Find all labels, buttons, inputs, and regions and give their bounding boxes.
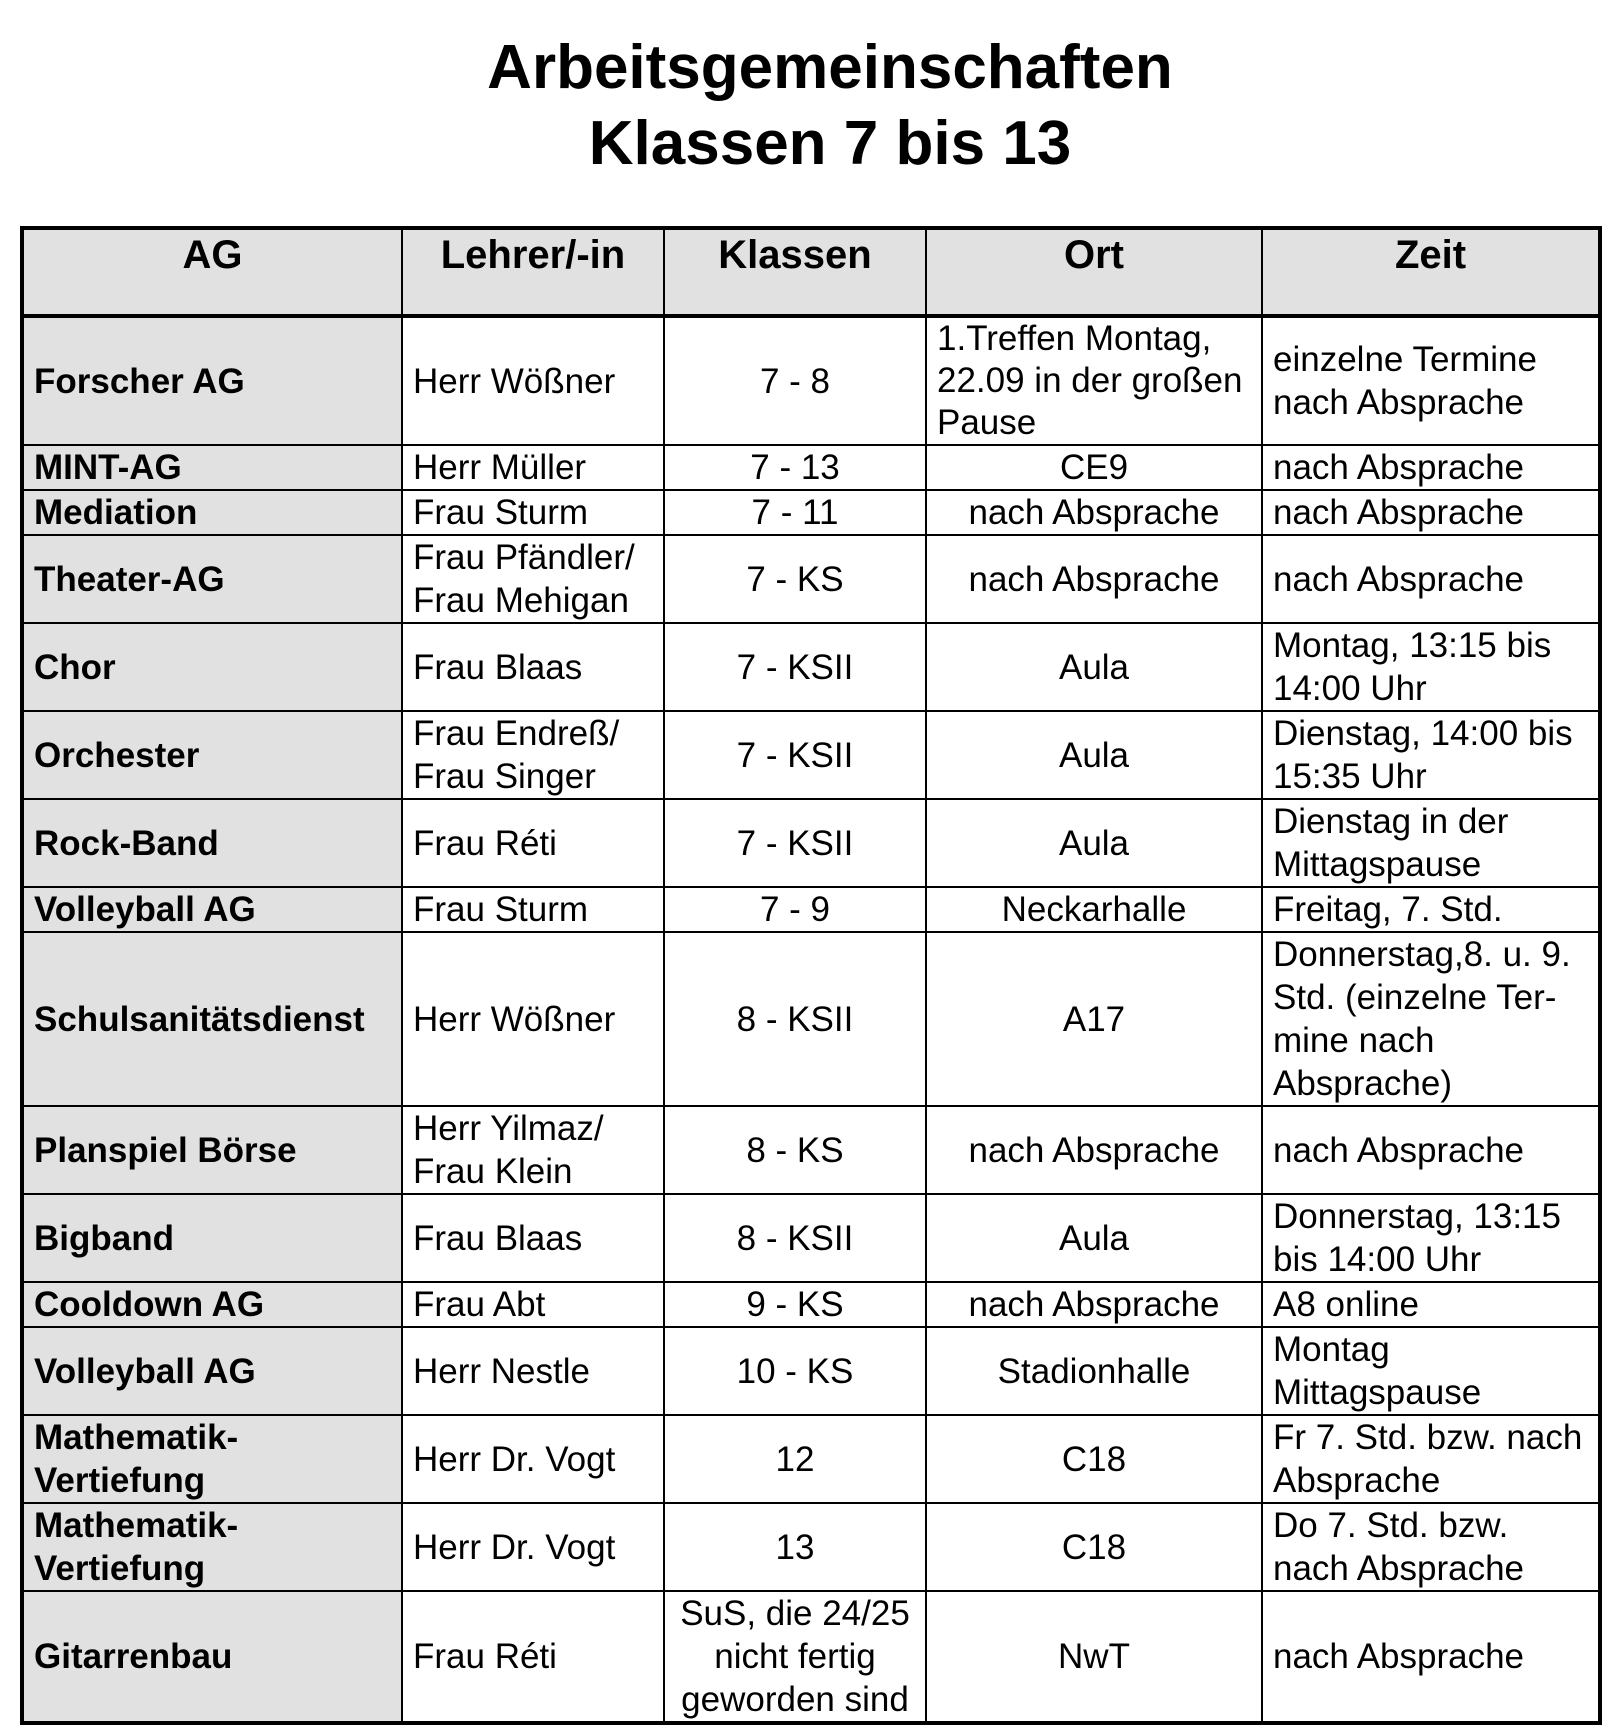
page-title bbox=[0, 30, 1622, 182]
ag-name-cell: Schulsanitätsdienst bbox=[22, 932, 402, 1106]
ag-name-cell: Bigband bbox=[22, 1194, 402, 1282]
zeit-cell: nach Absprache bbox=[1262, 1106, 1600, 1194]
ag-name-cell: Planspiel Börse bbox=[22, 1106, 402, 1194]
ag-name-cell: Mathematik-Vertiefung bbox=[22, 1415, 402, 1503]
ag-name-cell: Chor bbox=[22, 623, 402, 711]
header-row bbox=[22, 228, 1600, 316]
klassen-cell: 13 bbox=[664, 1503, 926, 1591]
ort-cell: A17 bbox=[926, 932, 1262, 1106]
klassen-cell: 7 - KSII bbox=[664, 711, 926, 799]
header-teacher: Lehrer/-in bbox=[402, 228, 664, 316]
header-ag: AG bbox=[22, 228, 402, 316]
table-row bbox=[22, 1415, 1600, 1503]
klassen-cell: 9 - KS bbox=[664, 1282, 926, 1327]
ag-name-cell: Mathematik-Vertiefung bbox=[22, 1503, 402, 1591]
zeit-cell: Donnerstag, 13:15 bis 14:00 Uhr bbox=[1262, 1194, 1600, 1282]
ort-cell: NwT bbox=[926, 1591, 1262, 1723]
table-row bbox=[22, 1106, 1600, 1194]
table-row bbox=[22, 1194, 1600, 1282]
teacher-cell: Herr Yilmaz/ Frau Klein bbox=[402, 1106, 664, 1194]
ag-name-cell: Mediation bbox=[22, 490, 402, 535]
ort-cell: Stadionhalle bbox=[926, 1327, 1262, 1415]
table-row bbox=[22, 887, 1600, 932]
ort-cell: C18 bbox=[926, 1415, 1262, 1503]
zeit-cell: einzelne Termine nach Absprache bbox=[1262, 316, 1600, 445]
ag-name-cell: Forscher AG bbox=[22, 316, 402, 445]
klassen-cell: 12 bbox=[664, 1415, 926, 1503]
teacher-cell: Frau Réti bbox=[402, 1591, 664, 1723]
zeit-cell: Montag Mittagspause bbox=[1262, 1327, 1600, 1415]
ag-name-cell: Orchester bbox=[22, 711, 402, 799]
teacher-cell: Frau Pfändler/ Frau Mehigan bbox=[402, 535, 664, 623]
teacher-cell: Herr Wößner bbox=[402, 932, 664, 1106]
teacher-cell: Herr Dr. Vogt bbox=[402, 1415, 664, 1503]
table-row bbox=[22, 445, 1600, 490]
teacher-cell: Herr Dr. Vogt bbox=[402, 1503, 664, 1591]
zeit-cell: Montag, 13:15 bis 14:00 Uhr bbox=[1262, 623, 1600, 711]
zeit-cell: Donnerstag,8. u. 9. Std. (einzelne Ter-mine nach Absprache) bbox=[1262, 932, 1600, 1106]
ort-cell: Neckarhalle bbox=[926, 887, 1262, 932]
zeit-cell: nach Absprache bbox=[1262, 445, 1600, 490]
klassen-cell: 8 - KSII bbox=[664, 1194, 926, 1282]
header-zeit: Zeit bbox=[1262, 228, 1600, 316]
title-line-1: Arbeitsgemeinschaften bbox=[487, 33, 1173, 102]
ag-name-cell: Volleyball AG bbox=[22, 887, 402, 932]
ort-cell: Aula bbox=[926, 711, 1262, 799]
teacher-cell: Frau Blaas bbox=[402, 623, 664, 711]
ag-name-cell: Gitarrenbau bbox=[22, 1591, 402, 1723]
klassen-cell: SuS, die 24/25 nicht fertig geworden sind bbox=[664, 1591, 926, 1723]
ort-cell: nach Absprache bbox=[926, 490, 1262, 535]
klassen-cell: 7 - 11 bbox=[664, 490, 926, 535]
title-line-2: Klassen 7 bis 13 bbox=[588, 109, 1072, 178]
ort-cell: Aula bbox=[926, 799, 1262, 887]
klassen-cell: 8 - KS bbox=[664, 1106, 926, 1194]
zeit-cell: Freitag, 7. Std. bbox=[1262, 887, 1600, 932]
header-klassen: Klassen bbox=[664, 228, 926, 316]
ort-cell: C18 bbox=[926, 1503, 1262, 1591]
teacher-cell: Frau Abt bbox=[402, 1282, 664, 1327]
teacher-cell: Herr Wößner bbox=[402, 316, 664, 445]
zeit-cell: nach Absprache bbox=[1262, 535, 1600, 623]
table-row bbox=[22, 1591, 1600, 1723]
ort-cell: nach Absprache bbox=[926, 1106, 1262, 1194]
klassen-cell: 8 - KSII bbox=[664, 932, 926, 1106]
teacher-cell: Frau Endreß/ Frau Singer bbox=[402, 711, 664, 799]
teacher-cell: Frau Blaas bbox=[402, 1194, 664, 1282]
ag-name-cell: Rock-Band bbox=[22, 799, 402, 887]
zeit-cell: nach Absprache bbox=[1262, 490, 1600, 535]
ort-cell: Aula bbox=[926, 1194, 1262, 1282]
zeit-cell: Fr 7. Std. bzw. nach Absprache bbox=[1262, 1415, 1600, 1503]
ag-name-cell: Theater-AG bbox=[22, 535, 402, 623]
teacher-cell: Frau Sturm bbox=[402, 490, 664, 535]
ag-name-cell: Cooldown AG bbox=[22, 1282, 402, 1327]
table-row bbox=[22, 711, 1600, 799]
klassen-cell: 7 - KS bbox=[664, 535, 926, 623]
teacher-cell: Herr Müller bbox=[402, 445, 664, 490]
klassen-cell: 7 - KSII bbox=[664, 799, 926, 887]
ag-table bbox=[20, 226, 1602, 1725]
ort-cell: nach Absprache bbox=[926, 1282, 1262, 1327]
table-row bbox=[22, 1327, 1600, 1415]
zeit-cell: Dienstag, 14:00 bis 15:35 Uhr bbox=[1262, 711, 1600, 799]
table-row bbox=[22, 1282, 1600, 1327]
klassen-cell: 7 - 9 bbox=[664, 887, 926, 932]
klassen-cell: 7 - KSII bbox=[664, 623, 926, 711]
teacher-cell: Frau Sturm bbox=[402, 887, 664, 932]
teacher-cell: Frau Réti bbox=[402, 799, 664, 887]
ag-name-cell: Volleyball AG bbox=[22, 1327, 402, 1415]
teacher-cell: Herr Nestle bbox=[402, 1327, 664, 1415]
table-row bbox=[22, 799, 1600, 887]
table-row bbox=[22, 490, 1600, 535]
ort-cell: CE9 bbox=[926, 445, 1262, 490]
header-ort: Ort bbox=[926, 228, 1262, 316]
zeit-cell: Dienstag in der Mittagspause bbox=[1262, 799, 1600, 887]
ort-cell: nach Absprache bbox=[926, 535, 1262, 623]
ort-cell: Aula bbox=[926, 623, 1262, 711]
table-row bbox=[22, 535, 1600, 623]
table-row bbox=[22, 623, 1600, 711]
ag-name-cell: MINT-AG bbox=[22, 445, 402, 490]
zeit-cell: nach Absprache bbox=[1262, 1591, 1600, 1723]
table-row bbox=[22, 932, 1600, 1106]
klassen-cell: 7 - 13 bbox=[664, 445, 926, 490]
table-row bbox=[22, 1503, 1600, 1591]
table-row bbox=[22, 316, 1600, 445]
klassen-cell: 7 - 8 bbox=[664, 316, 926, 445]
zeit-cell: A8 online bbox=[1262, 1282, 1600, 1327]
zeit-cell: Do 7. Std. bzw. nach Absprache bbox=[1262, 1503, 1600, 1591]
ort-cell: 1.Treffen Montag, 22.09 in der großen Pause bbox=[926, 316, 1262, 445]
klassen-cell: 10 - KS bbox=[664, 1327, 926, 1415]
